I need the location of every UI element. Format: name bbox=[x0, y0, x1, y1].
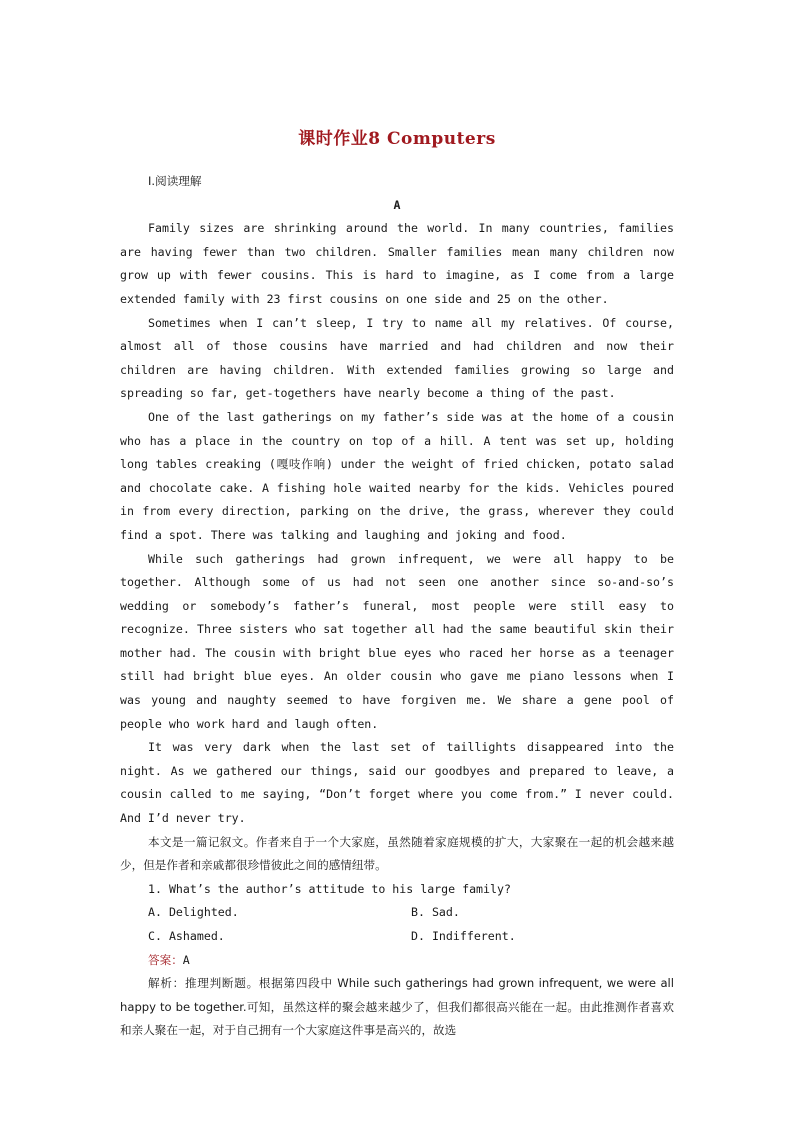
options-row-2 bbox=[120, 925, 674, 949]
question-stem: 1. What’s the author’s attitude to his large family? bbox=[148, 881, 511, 896]
option-b: B. Sad. bbox=[411, 905, 460, 920]
answer-line bbox=[120, 949, 674, 973]
paragraph-5: It was very dark when the last set of taillights disappeared into the night. As we gathered our things, said our goodbyes and prepared to leave, a cousin called to me saying, “Don’t forget where you come from.” I never could. And I’d never try. bbox=[120, 740, 674, 826]
option-c: C. Ashamed. bbox=[148, 929, 225, 943]
paragraph-3: One of the last gatherings on my father’s side was at the home of a cousin who has a place in the country on top of a hill. A tent was set up, holding long tables creaking (嘎吱作响) under the weight of fried chicken, potato salad and chocolate cake. A fishing hole waited nearby for the kids. Vehicles poured in from every direction, parking on the drive, the grass, wherever they could find a spot. There was talking and laughing and joking and food. bbox=[120, 409, 674, 542]
explanation: 解析：推理判断题。根据第四段中 While such gatherings had grown infrequent, we were all happy to be together.可知，虽然这样的聚会越来越少了，但我们都很高兴能在一起。由此推测作者喜欢和亲人聚在一起，对于自己拥有一个大家庭这件事是高兴的，故选 bbox=[120, 976, 674, 1038]
option-a: A. Delighted. bbox=[148, 905, 239, 920]
paragraph-4: While such gatherings had grown infrequent, we were all happy to be together. Although some of us had not seen one another since so-and-so’s wedding or somebody’s father’s funeral, most people were still easy to recognize. Three sisters who sat together all had the same beautiful skin their mother had. The cousin with bright blue eyes who raced her horse as a teenager still had bright blue eyes. An older cousin who gave me piano lessons when I was young and naughty seemed to have forgiven me. We share a gene pool of people who work hard and laugh often. bbox=[120, 551, 674, 731]
options-row-1 bbox=[120, 901, 674, 925]
option-d: D. Indifferent. bbox=[411, 929, 516, 943]
answer-label: 答案： bbox=[148, 952, 183, 967]
section-heading: Ⅰ.阅读理解 bbox=[148, 174, 202, 188]
document-body bbox=[120, 170, 674, 1043]
passage-label: A bbox=[393, 197, 401, 212]
page-title: 课时作业8 Computers bbox=[298, 129, 496, 149]
answer-value: A bbox=[182, 952, 190, 967]
passage-summary: 本文是一篇记叙文。作者来自于一个大家庭，虽然随着家庭规模的扩大，大家聚在一起的机会越来越少，但是作者和亲戚都很珍惜彼此之间的感情纽带。 bbox=[120, 834, 674, 873]
paragraph-2: Sometimes when I can’t sleep, I try to name all my relatives. Of course, almost all of those cousins have married and had children and now their children are having children. With extended families growing so large and spreading so far, get-togethers have nearly become a thing of the past. bbox=[120, 315, 674, 401]
paragraph-1: Family sizes are shrinking around the world. In many countries, families are having fewer than two children. Smaller families mean many children now grow up with fewer cousins. This is hard to imagine, as I come from a large extended family with 23 first cousins on one side and 25 on the other. bbox=[120, 221, 674, 306]
